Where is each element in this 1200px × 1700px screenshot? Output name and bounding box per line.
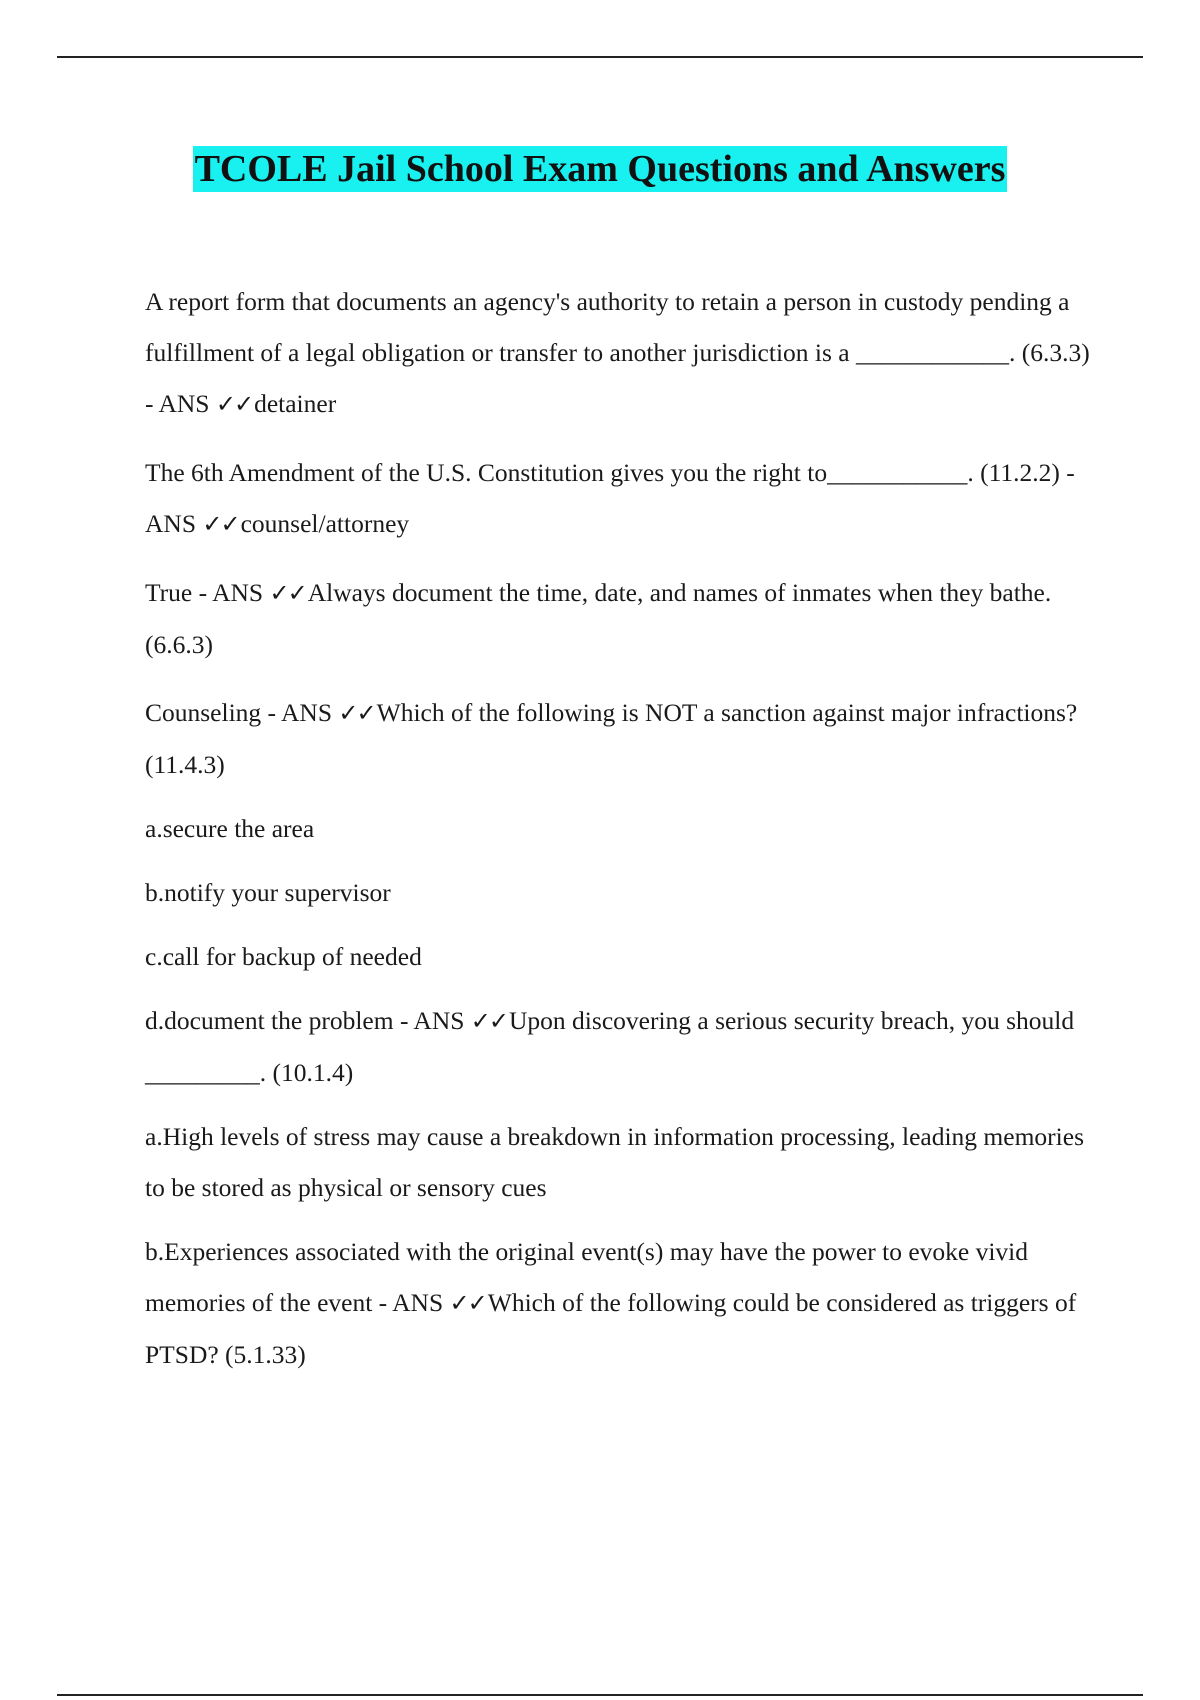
double-check-icon: ✓✓ [215,390,253,418]
double-check-icon: ✓✓ [202,510,239,538]
qa-item-2: The 6th Amendment of the U.S. Constitution gives you the right to___________. (11.2.2) - ANS ✓✓counsel/attorney [145,458,1075,538]
double-check-icon: ✓✓ [269,579,306,607]
qa-item-1: A report form that documents an agency's authority to retain a person in custody pending a fulfillment of a legal obligation or transfer to another jurisdiction is a ____________. (6.3.3) - ANS ✓✓detainer [145,287,1090,418]
qa-item-5: d.document the problem - ANS ✓✓Upon discovering a serious security breach, you should _________. (10.1.4) [145,1006,1075,1087]
double-check-icon: ✓✓ [338,699,375,727]
qa-item-3: True - ANS ✓✓Always document the time, date, and names of inmates when they bathe. (6.6.3) [145,578,1052,659]
header-rule [57,56,1143,58]
title-container [0,146,1200,192]
footer-rule [57,1694,1143,1696]
document-body [145,276,1095,1397]
qa-item-4: Counseling - ANS ✓✓Which of the following is NOT a sanction against major infractions? (11.4.3) [145,698,1078,779]
option-line: b.notify your supervisor [145,878,391,907]
document-title: TCOLE Jail School Exam Questions and Answers [194,148,1006,190]
qa-item-6: b.Experiences associated with the original event(s) may have the power to evoke vivid memories of the event - ANS ✓✓Which of the following could be considered as triggers of PTSD? (5.1.33) [145,1237,1077,1369]
double-check-icon: ✓✓ [470,1007,508,1035]
option-line: a.secure the area [145,814,315,843]
double-check-icon: ✓✓ [449,1289,486,1317]
option-line: a.High levels of stress may cause a breakdown in information processing, leading memories to be stored as physical or sensory cues [145,1122,1084,1202]
option-line: c.call for backup of needed [145,942,422,971]
